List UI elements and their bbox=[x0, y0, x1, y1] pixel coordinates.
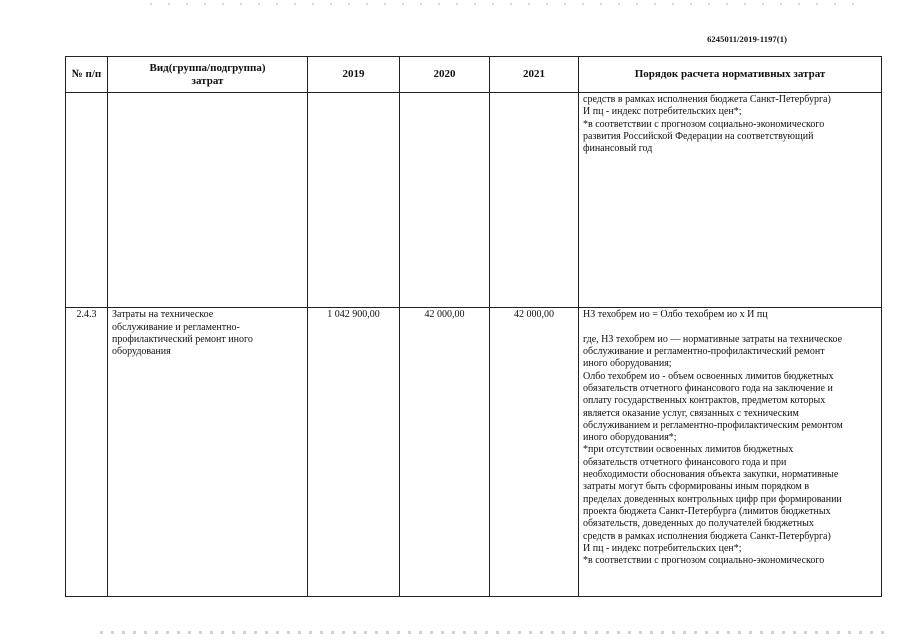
header-year-2021: 2021 bbox=[490, 57, 579, 93]
document-id: 6245011/2019-1197(1) bbox=[707, 34, 787, 44]
item-calc-line: где, НЗ техобрем ио — нормативные затраты на техническое bbox=[583, 333, 843, 345]
item-value-2020: 42 000,00 bbox=[400, 308, 490, 597]
item-calc-line: является оказание услуг, связанных с техническим bbox=[583, 407, 799, 419]
header-type-line1: Вид(группа/подгруппа) bbox=[149, 61, 266, 74]
header-num: № п/п bbox=[66, 57, 108, 93]
item-calc-line: *в соответствии с прогнозом социально-экономического bbox=[583, 555, 825, 567]
cont-calc-line: финансовый год bbox=[583, 143, 653, 155]
item-calc-line: обязательств отчетного финансового года и при bbox=[583, 456, 787, 468]
cont-calc-line: И пц - индекс потребительских цен*; bbox=[583, 106, 742, 118]
cont-calc-line: *в соответствии с прогнозом социально-экономического bbox=[583, 118, 825, 130]
cont-type-cell bbox=[108, 93, 308, 308]
item-calc-line: Олбо техобрем ио - объем освоенных лимитов бюджетных bbox=[583, 370, 834, 382]
cont-calc-line: средств в рамках исполнения бюджета Санкт-Петербурга) bbox=[583, 94, 831, 106]
item-type-line: Затраты на техническое bbox=[112, 309, 214, 321]
item-value-2019: 1 042 900,00 bbox=[308, 308, 400, 597]
header-calc-method: Порядок расчета нормативных затрат bbox=[579, 57, 882, 93]
item-calc-line: обслуживанием и регламентно-профилактическим ремонтом bbox=[583, 419, 843, 431]
item-calc-line: обслуживание и регламентно-профилактический ремонт bbox=[583, 346, 825, 358]
item-num: 2.4.3 bbox=[66, 308, 108, 597]
item-calc-line: проекта бюджета Санкт-Петербурга (лимитов бюджетных bbox=[583, 505, 831, 517]
item-calc-line: пределах доведенных контрольных цифр при формировании bbox=[583, 493, 842, 505]
item-calc-line: *при отсутствии освоенных лимитов бюджетных bbox=[583, 444, 794, 456]
item-calc-line: затраты могут быть сформированы иным порядком в bbox=[583, 481, 810, 493]
cont-2021-cell bbox=[490, 93, 579, 308]
scan-noise-bottom bbox=[100, 631, 890, 634]
cont-calc-line: развития Российской Федерации на соответствующий bbox=[583, 130, 814, 142]
item-formula: НЗ техобрем ио = Олбо техобрем ио х И пц bbox=[583, 309, 768, 321]
cost-calculation-table bbox=[65, 56, 882, 597]
item-type-line: профилактический ремонт иного bbox=[112, 334, 253, 346]
item-type-line: обслуживание и регламентно- bbox=[112, 321, 240, 333]
item-calc-line: необходимости обоснования объекта закупки, нормативные bbox=[583, 469, 839, 481]
item-calc-line: иного оборудования; bbox=[583, 358, 672, 370]
header-year-2019: 2019 bbox=[308, 57, 400, 93]
item-calc-line: И пц - индекс потребительских цен*; bbox=[583, 542, 742, 554]
item-type-line: оборудования bbox=[112, 346, 171, 358]
table-header-row bbox=[66, 57, 882, 93]
item-value-2021: 42 000,00 bbox=[490, 308, 579, 597]
item-calc-line: иного оборудования*; bbox=[583, 432, 677, 444]
header-type-line2: затрат bbox=[191, 74, 224, 87]
cont-calc-cell bbox=[579, 93, 882, 308]
header-type bbox=[108, 57, 308, 93]
item-calc-line: средств в рамках исполнения бюджета Санкт-Петербурга) bbox=[583, 530, 831, 542]
item-calc-cell bbox=[579, 308, 882, 597]
header-year-2020: 2020 bbox=[400, 57, 490, 93]
cont-num-cell bbox=[66, 93, 108, 308]
formula-spacer bbox=[583, 322, 877, 334]
item-calc-line: обязательств, доведенных до получателей бюджетных bbox=[583, 518, 814, 530]
item-type-cell bbox=[108, 308, 308, 597]
cont-2019-cell bbox=[308, 93, 400, 308]
table-row-continuation bbox=[66, 93, 882, 308]
cont-2020-cell bbox=[400, 93, 490, 308]
item-calc-line: обязательств отчетного финансового года на заключение и bbox=[583, 382, 833, 394]
table-row-2-4-3 bbox=[66, 308, 882, 597]
scan-noise-top bbox=[150, 3, 870, 5]
item-calc-line: оплату государственных контрактов, предметом которых bbox=[583, 395, 826, 407]
